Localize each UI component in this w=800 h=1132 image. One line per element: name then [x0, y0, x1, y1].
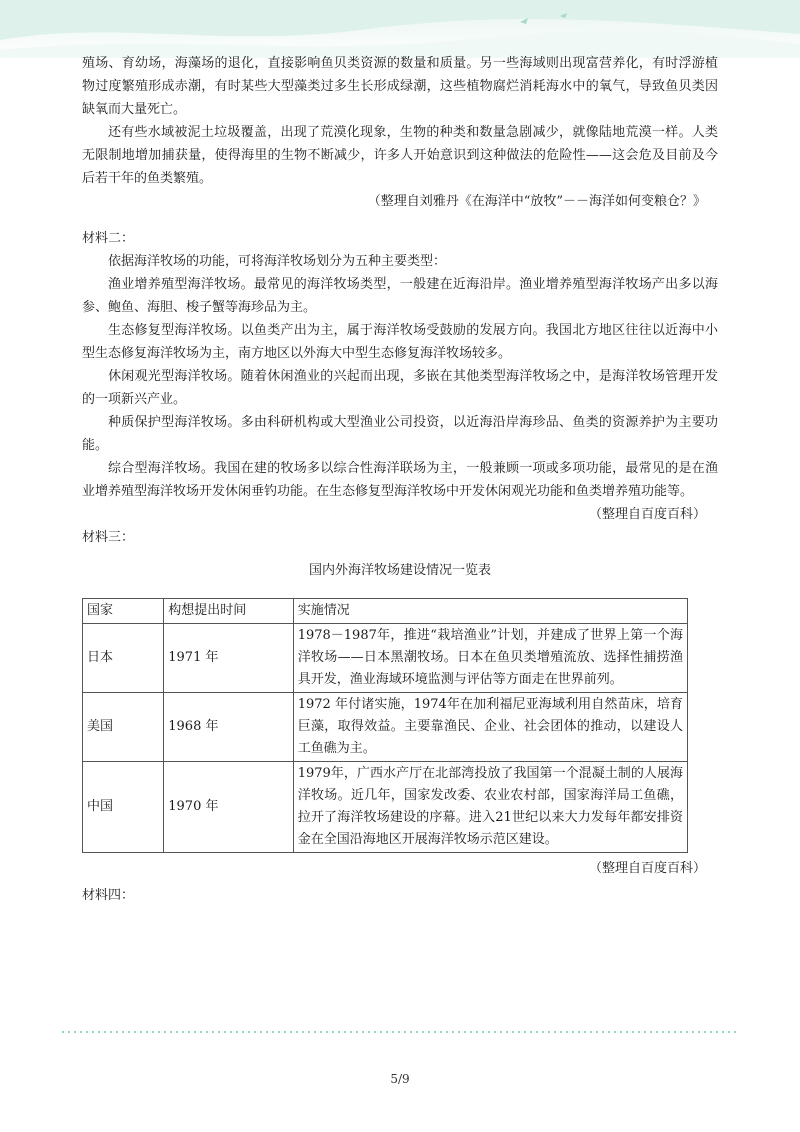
- cell-year: 1971 年: [164, 624, 293, 693]
- table-row: [83, 693, 688, 762]
- citation-1: （整理自刘雅丹《在海洋中“放牧”－－海洋如何变粮仓？》: [367, 194, 706, 209]
- material-2-para-2: 生态修复型海洋牧场。以鱼类产出为主，属于海洋牧场受鼓励的发展方向。我国北方地区往往以近海中小型生态修复海洋牧场为主，南方地区以外海大中型生态修复海洋牧场较多。: [82, 323, 718, 361]
- cell-year: 1968 年: [164, 693, 293, 762]
- cell-implementation: 1978－1987年，推进“栽培渔业”计划，并建成了世界上第一个海洋牧场——日本黑潮牧场。日本在鱼贝类增殖流放、选择性捕捞渔具开发，渔业海域环境监测与评估等方面走在世界前列。: [293, 624, 687, 693]
- document-body: [82, 52, 718, 907]
- header-implementation: 实施情况: [293, 599, 687, 624]
- citation-2: （整理自百度百科）: [588, 507, 706, 522]
- cell-implementation: 1979年，广西水产厅在北部湾投放了我国第一个混凝土制的人展海洋牧场。近几年，国家发改委、农业农村部，国家海洋局工鱼礁，拉开了海洋牧场建设的序幕。进入21世纪以来大力发每年都安排资金在全国沿海地区开展海洋牧场示范区建设。: [293, 762, 687, 853]
- material-2-para-4: 种质保护型海洋牧场。多由科研机构或大型渔业公司投资，以近海沿岸海珍品、鱼类的资源养护为主要功能。: [82, 415, 718, 453]
- material-2-para-1: 渔业增养殖型海洋牧场。最常见的海洋牧场类型，一般建在近海沿岸。渔业增养殖型海洋牧场产出多以海参、鲍鱼、海胆、梭子蟹等海珍品为主。: [82, 277, 718, 315]
- cell-implementation: 1972 年付诸实施，1974年在加利福尼亚海域利用自然苗床，培育巨藻，取得效益。主要靠渔民、企业、社会团体的推动，以建设人工鱼礁为主。: [293, 693, 687, 762]
- material-2-para-0: 依据海洋牧场的功能，可将海洋牧场划分为五种主要类型：: [108, 254, 447, 269]
- material-4-label: 材料四：: [82, 888, 135, 903]
- cell-country: 日本: [83, 624, 164, 693]
- cell-year: 1970 年: [164, 762, 293, 853]
- header-decoration: [0, 0, 800, 58]
- table-title: 国内外海洋牧场建设情况一览表: [308, 563, 491, 578]
- material-3-label: 材料三：: [82, 530, 135, 545]
- paragraph-continued: 殖场、育幼场，海藻场的退化，直接影响鱼贝类资源的数量和质量。另一些海域则出现富营养化，有时浮游植物过度繁殖形成赤潮，有时某些大型藻类过多生长形成绿潮，这些植物腐烂消耗海水中的氧气，导致鱼贝类因缺氧而大量死亡。: [82, 56, 718, 117]
- material-2-para-3: 休闲观光型海洋牧场。随着休闲渔业的兴起而出现，多嵌在其他类型海洋牧场之中，是海洋牧场管理开发的一项新兴产业。: [82, 369, 718, 407]
- header-concept-time: 构想提出时间: [164, 599, 293, 624]
- citation-3: （整理自百度百科）: [588, 861, 706, 876]
- material-2-para-5: 综合型海洋牧场。我国在建的牧场多以综合性海洋联场为主，一般兼顾一项或多项功能，最常见的是在渔业增养殖型海洋牧场开发休闲垂钓功能。在生态修复型海洋牧场中开发休闲观光功能和鱼类增养殖功能等。: [82, 461, 718, 499]
- paragraph-desertification: 还有些水域被泥土垃圾覆盖，出现了荒漠化现象，生物的种类和数量急剧减少，就像陆地荒漠一样。人类无限制地增加捕获量，使得海里的生物不断减少，许多人开始意识到这种做法的危险性——这会危及目前及今后若干年的鱼类繁殖。: [82, 125, 718, 186]
- cell-country: 美国: [83, 693, 164, 762]
- dotted-divider: [60, 1031, 740, 1033]
- material-2-label: 材料二：: [82, 231, 135, 246]
- header-country: 国家: [83, 599, 164, 624]
- ocean-ranch-table: [82, 598, 688, 853]
- table-header-row: [83, 599, 688, 624]
- wave-ornament: [0, 0, 800, 58]
- cell-country: 中国: [83, 762, 164, 853]
- page-number: 5/9: [390, 1072, 410, 1086]
- table-row: [83, 624, 688, 693]
- table-row: [83, 762, 688, 853]
